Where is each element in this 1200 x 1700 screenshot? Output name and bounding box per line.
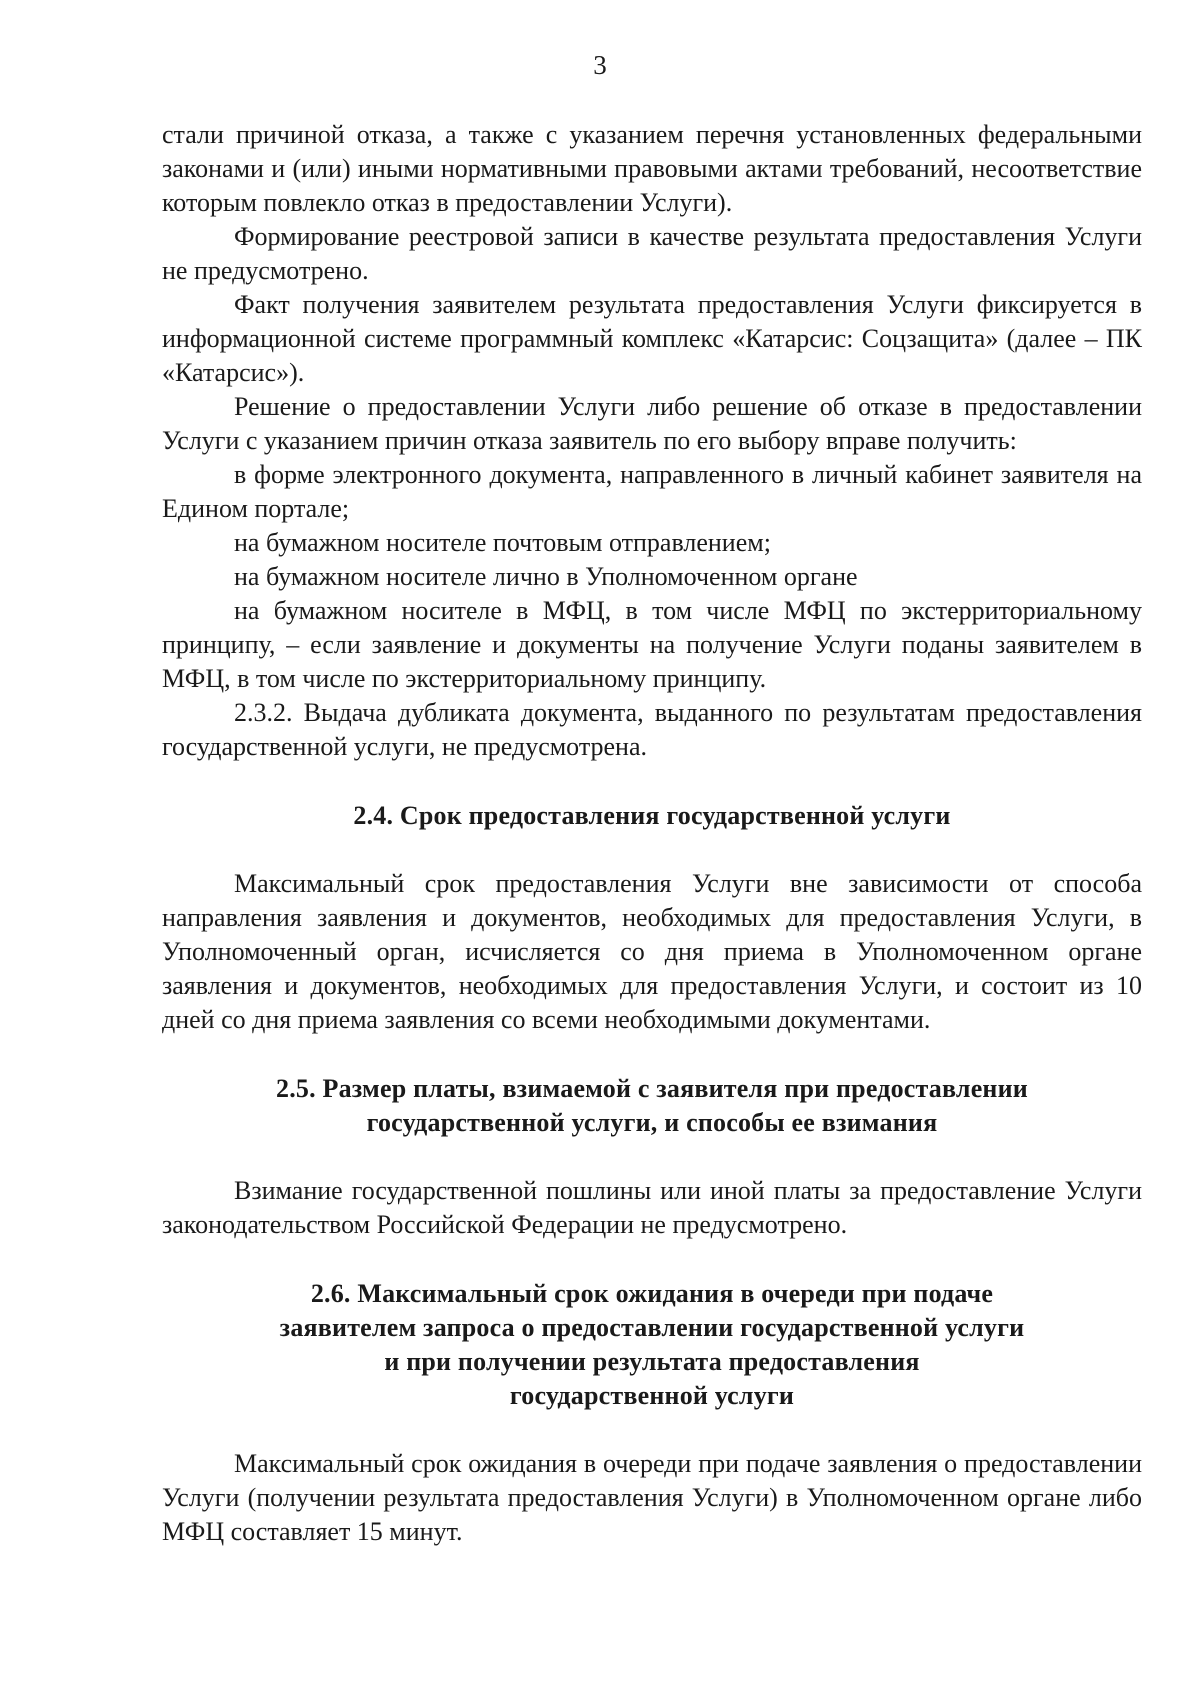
paragraph: Факт получения заявителем результата предоставления Услуги фиксируется в информационной системе программный комплекс «Катарсис: Соцзащита» (далее – ПК «Катарсис»). (162, 290, 1142, 387)
heading-line: государственной услуги (509, 1381, 795, 1410)
paragraph: Формирование реестровой записи в качестве результата предоставления Услуги не предусмотрено. (162, 222, 1142, 285)
heading-line: 2.5. Размер платы, взимаемой с заявителя при предоставлении (276, 1074, 1028, 1103)
section-body: Взимание государственной пошлины или иной платы за предоставление Услуги законодательством Российской Федерации не предусмотрено. (162, 1176, 1142, 1239)
document-body (162, 118, 1142, 1549)
heading-line: государственной услуги, и способы ее взимания (366, 1108, 938, 1137)
heading-line: заявителем запроса о предоставлении государственной услуги (279, 1313, 1025, 1342)
heading-line: 2.6. Максимальный срок ожидания в очереди при подаче (310, 1279, 994, 1308)
section-body: Максимальный срок предоставления Услуги вне зависимости от способа направления заявления и документов, необходимых для предоставления Услуги, в Уполномоченный орган, исчисляется со дня приема в Уполномоченном органе заявления и документов, необходимых для предоставления Услуги, и состоит из 10 дней со дня приема заявления со всеми необходимыми документами. (162, 869, 1142, 1034)
section-heading (162, 1072, 1142, 1140)
section-heading (162, 1277, 1142, 1413)
paragraph: стали причиной отказа, а также с указанием перечня установленных федеральными законами и (или) иными нормативными правовыми актами требований, несоответствие которым повлекло отказ в предоставлении Услуги). (162, 120, 1142, 217)
paragraph: 2.3.2. Выдача дубликата документа, выданного по результатам предоставления государственной услуги, не предусмотрена. (162, 698, 1142, 761)
paragraph: Решение о предоставлении Услуги либо решение об отказе в предоставлении Услуги с указанием причин отказа заявитель по его выбору вправе получить: (162, 392, 1142, 455)
list-item: на бумажном носителе почтовым отправлением; (234, 528, 771, 557)
section-heading (162, 799, 1142, 833)
section-body: Максимальный срок ожидания в очереди при подаче заявления о предоставлении Услуги (получении результата предоставления Услуги) в Уполномоченном органе либо МФЦ составляет 15 минут. (162, 1449, 1142, 1546)
list-item: на бумажном носителе в МФЦ, в том числе МФЦ по экстерриториальному принципу, – если заявление и документы на получение Услуги поданы заявителем в МФЦ, в том числе по экстерриториальному принципу. (162, 596, 1142, 693)
list-item: на бумажном носителе лично в Уполномоченном органе (234, 562, 858, 591)
list-item: в форме электронного документа, направленного в личный кабинет заявителя на Едином портале; (162, 460, 1142, 523)
page-number: 3 (593, 50, 607, 80)
heading-line: 2.4. Срок предоставления государственной услуги (353, 801, 951, 830)
heading-line: и при получении результата предоставления (384, 1347, 920, 1376)
